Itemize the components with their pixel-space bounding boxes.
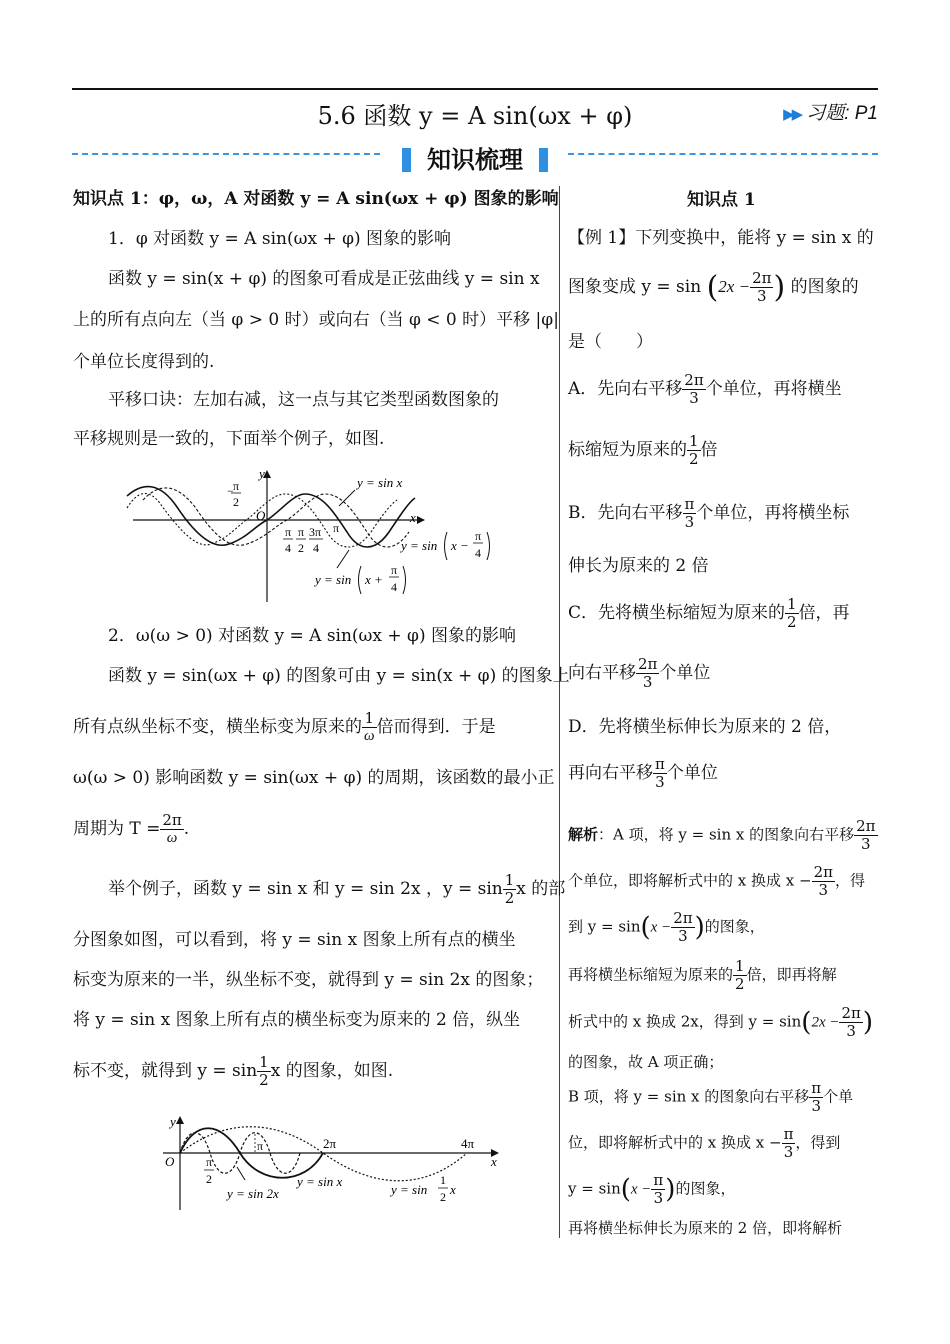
fraction: $\frac{\pi}{3}$ (684, 495, 695, 531)
option-d-cont: 再向右平移 $\frac{\pi}{3}$ 个单位 (568, 755, 718, 791)
solution-line: B 项，将 y = sin x 的图象向右平移 $\frac{\pi}{3}$ 个单 (568, 1079, 854, 1115)
option-a-cont: 标缩短为原来的 $\frac{1}{2}$ 倍 (568, 432, 718, 468)
label-plus-d: 4 (391, 580, 397, 594)
fraction: $\frac{1}{2}$ (259, 1053, 269, 1089)
page-title: 5.6 函数 y = A sin(ωx + φ) (317, 102, 633, 130)
paragraph-line: 平移规则是一致的，下面举个例子，如图. (73, 429, 385, 449)
fraction: $\frac{\pi}{3}$ (811, 1079, 822, 1115)
solution-line: y = sin(x − $\frac{\pi}{3}$ )的图象， (568, 1171, 736, 1207)
paragraph-line: 周期为 T = $\frac{2\pi}{\omega}$ . (73, 811, 190, 846)
fraction: $\frac{2\pi}{3}$ (841, 1004, 861, 1040)
fraction: $\frac{1}{2}$ (504, 871, 515, 907)
paragraph-line: 标不变，就得到 y = sin $\frac{1}{2}$ x 的图象，如图. (73, 1053, 394, 1089)
label-sin-2x: y = sin 2x (227, 1186, 279, 1201)
fraction: $\frac{\pi}{3}$ (783, 1125, 794, 1161)
x-label: x (491, 1154, 497, 1169)
y-label: y (259, 466, 265, 481)
label-minus-n: π (475, 529, 482, 543)
tick-3pi4-num: 3π (309, 525, 322, 539)
origin-label: O (256, 508, 266, 523)
neg-pi-den: 2 (233, 495, 239, 509)
subsection-1-title: 1．φ 对函数 y = A sin(ωx + φ) 图象的影响 (108, 229, 452, 249)
solution-line: 再将横坐标缩短为原来的 $\frac{1}{2}$ 倍，即再将解 (568, 957, 837, 993)
top-rule (72, 88, 878, 90)
tick-pi4-num: π (285, 525, 292, 539)
label-sin-x-plus: y = sin (315, 572, 352, 587)
bar-icon (402, 148, 411, 172)
paragraph-line: 上的所有点向左（当 φ > 0 时）或向右（当 φ < 0 时）平移 |φ| (73, 310, 559, 330)
paragraph-line: 所有点纵坐标不变，横坐标变为原来的 $\frac{1}{\omega}$ 倍而得到．于是 (73, 709, 496, 744)
section-heading: 知识梳理 (0, 140, 950, 175)
label-pointer (339, 490, 355, 506)
example-line: 【例 1】下列变换中，能将 y = sin x 的 (568, 228, 874, 248)
paragraph-line: 函数 y = sin(ωx + φ) 的图象可由 y = sin(x + φ) 的图象上 (108, 666, 570, 686)
paragraph-line: 标变为原来的一半，纵坐标不变，就得到 y = sin 2x 的图象； (73, 970, 544, 990)
y-label: y (170, 1114, 176, 1129)
paren-right (487, 532, 490, 560)
solution-line: 再将横坐标伸长为原来的 2 倍，即将解析 (568, 1219, 843, 1237)
solution-line: 的图象，故 A 项正确； (568, 1053, 724, 1071)
phase-shift-graph (125, 462, 505, 612)
paren-left (445, 532, 448, 560)
option-c-cont: 向右平移 $\frac{2\pi}{3}$ 个单位 (568, 655, 711, 691)
fraction: $\frac{2\pi}{3}$ (856, 817, 876, 853)
label-sin-half-x: y = sin (391, 1182, 428, 1197)
paragraph-line: 函数 y = sin(x + φ) 的图象可看成是正弦曲线 y = sin x (108, 269, 540, 289)
fraction: $\frac{\pi}{3}$ (655, 755, 665, 791)
neg-pi-num: π (233, 479, 240, 493)
solution-line: 到 y = sin(x − $\frac{2\pi}{3}$ )的图象， (568, 909, 765, 945)
label-sin-x-minus: y = sin (401, 538, 438, 553)
period-graph (155, 1110, 515, 1215)
paragraph-line: 平移口诀：左加右减，这一点与其它类型函数图象的 (108, 390, 499, 410)
x-label: x (410, 510, 416, 525)
paren-right (403, 566, 406, 594)
fraction: $\frac{1}{2}$ (689, 432, 699, 468)
tick-pi2-num: π (298, 525, 305, 539)
bar-icon (539, 148, 548, 172)
option-a[interactable]: A．先向右平移 $\frac{2\pi}{3}$ 个单位，再将横坐 (568, 371, 842, 407)
practice-link[interactable]: ▶▶ 习题: P1 (783, 103, 878, 124)
tick-half-pi-den: 2 (206, 1172, 212, 1186)
solution-line: 个单位，即将解析式中的 x 换成 x − $\frac{2\pi}{3}$ ，得 (568, 863, 865, 899)
tick-pi4-den: 4 (285, 541, 291, 555)
fraction: $\frac{1}{2}$ (787, 595, 797, 631)
label-minus-d: 4 (475, 546, 481, 560)
column-divider (559, 186, 560, 1238)
label-half-x: x (450, 1182, 456, 1197)
solution-line: 解析：A 项，将 y = sin x 的图象向右平移 $\frac{2\pi}{3}$ (568, 817, 876, 853)
label-sin-x: y = sin x (357, 475, 403, 490)
example-line: 图象变成 y = sin (2x − $\frac{2\pi}{3}$ ) 的图象的 (568, 269, 859, 305)
tick-3pi4-den: 4 (313, 541, 319, 555)
solution-line: 析式中的 x 换成 2x，得到 y = sin(2x − $\frac{2\pi}{3}$ ) (568, 1004, 874, 1040)
double-arrow-icon: ▶▶ (783, 106, 801, 123)
paragraph-line: 分图象如图，可以看到，将 y = sin x 图象上所有点的横坐 (73, 930, 516, 950)
kp1-title: 知识点 1：φ，ω，A 对函数 y = A sin(ωx + φ) 图象的影响 (73, 189, 559, 209)
x-axis-arrow-icon (417, 516, 425, 524)
fraction: $\frac{2\pi}{3}$ (684, 371, 704, 407)
tick-pi2-den: 2 (298, 541, 304, 555)
option-c[interactable]: C．先将横坐标缩短为原来的 $\frac{1}{2}$ 倍，再 (568, 595, 850, 631)
example-line: 是（ ） (568, 332, 653, 352)
fraction: $\frac{1}{2}$ (735, 957, 745, 993)
paragraph-line: ω(ω > 0) 影响函数 y = sin(ωx + φ) 的周期，该函数的最小正 (73, 768, 555, 788)
option-b-cont: 伸长为原来的 2 倍 (568, 556, 709, 576)
paragraph-line: 个单位长度得到的. (73, 352, 215, 372)
label-half-d: 2 (440, 1190, 446, 1204)
fraction: $\frac{2\pi}{3}$ (673, 909, 693, 945)
paragraph-line: 举个例子，函数 y = sin x 和 y = sin 2x ，y = sin $\frac{1}{2}$ x 的部 (108, 871, 566, 907)
subsection-2-title: 2．ω(ω > 0) 对函数 y = A sin(ωx + φ) 图象的影响 (108, 626, 516, 646)
fraction: $\frac{2\pi}{3}$ (638, 655, 658, 691)
fraction: $\frac{\pi}{3}$ (653, 1171, 664, 1207)
option-d[interactable]: D．先将横坐标伸长为原来的 2 倍， (568, 717, 842, 737)
label-sin-x: y = sin x (297, 1174, 343, 1189)
neg-sign: − (227, 484, 234, 498)
label-plus-n: π (391, 563, 398, 577)
fraction: $\frac{2\pi}{\omega}$ (162, 811, 182, 846)
fraction: $\frac{2\pi}{3}$ (752, 269, 772, 305)
label-pointer (237, 1167, 245, 1180)
paragraph-line: 将 y = sin x 图象上所有点的横坐标变为原来的 2 倍，纵坐 (73, 1010, 521, 1030)
label-plus-x: x + (365, 572, 383, 587)
label-pointer (337, 550, 349, 568)
paren-left (359, 566, 362, 594)
origin-label: O (165, 1154, 175, 1169)
tick-4pi: 4π (461, 1136, 475, 1151)
tick-pi: π (257, 1139, 264, 1153)
kp-title: 知识点 1 (687, 190, 756, 210)
tick-2pi: 2π (323, 1136, 337, 1151)
label-half-n: 1 (440, 1173, 446, 1187)
tick-half-pi-num: π (206, 1155, 213, 1169)
fraction: $\frac{1}{\omega}$ (364, 709, 375, 744)
label-minus-x: x − (451, 538, 469, 553)
tick-pi: π (333, 521, 340, 535)
solution-line: 位，即将解析式中的 x 换成 x − $\frac{\pi}{3}$ ，得到 (568, 1125, 841, 1161)
option-b[interactable]: B．先向右平移 $\frac{\pi}{3}$ 个单位，再将横坐标 (568, 495, 850, 531)
fraction: $\frac{2\pi}{3}$ (813, 863, 833, 899)
y-axis-arrow-icon (176, 1116, 184, 1124)
